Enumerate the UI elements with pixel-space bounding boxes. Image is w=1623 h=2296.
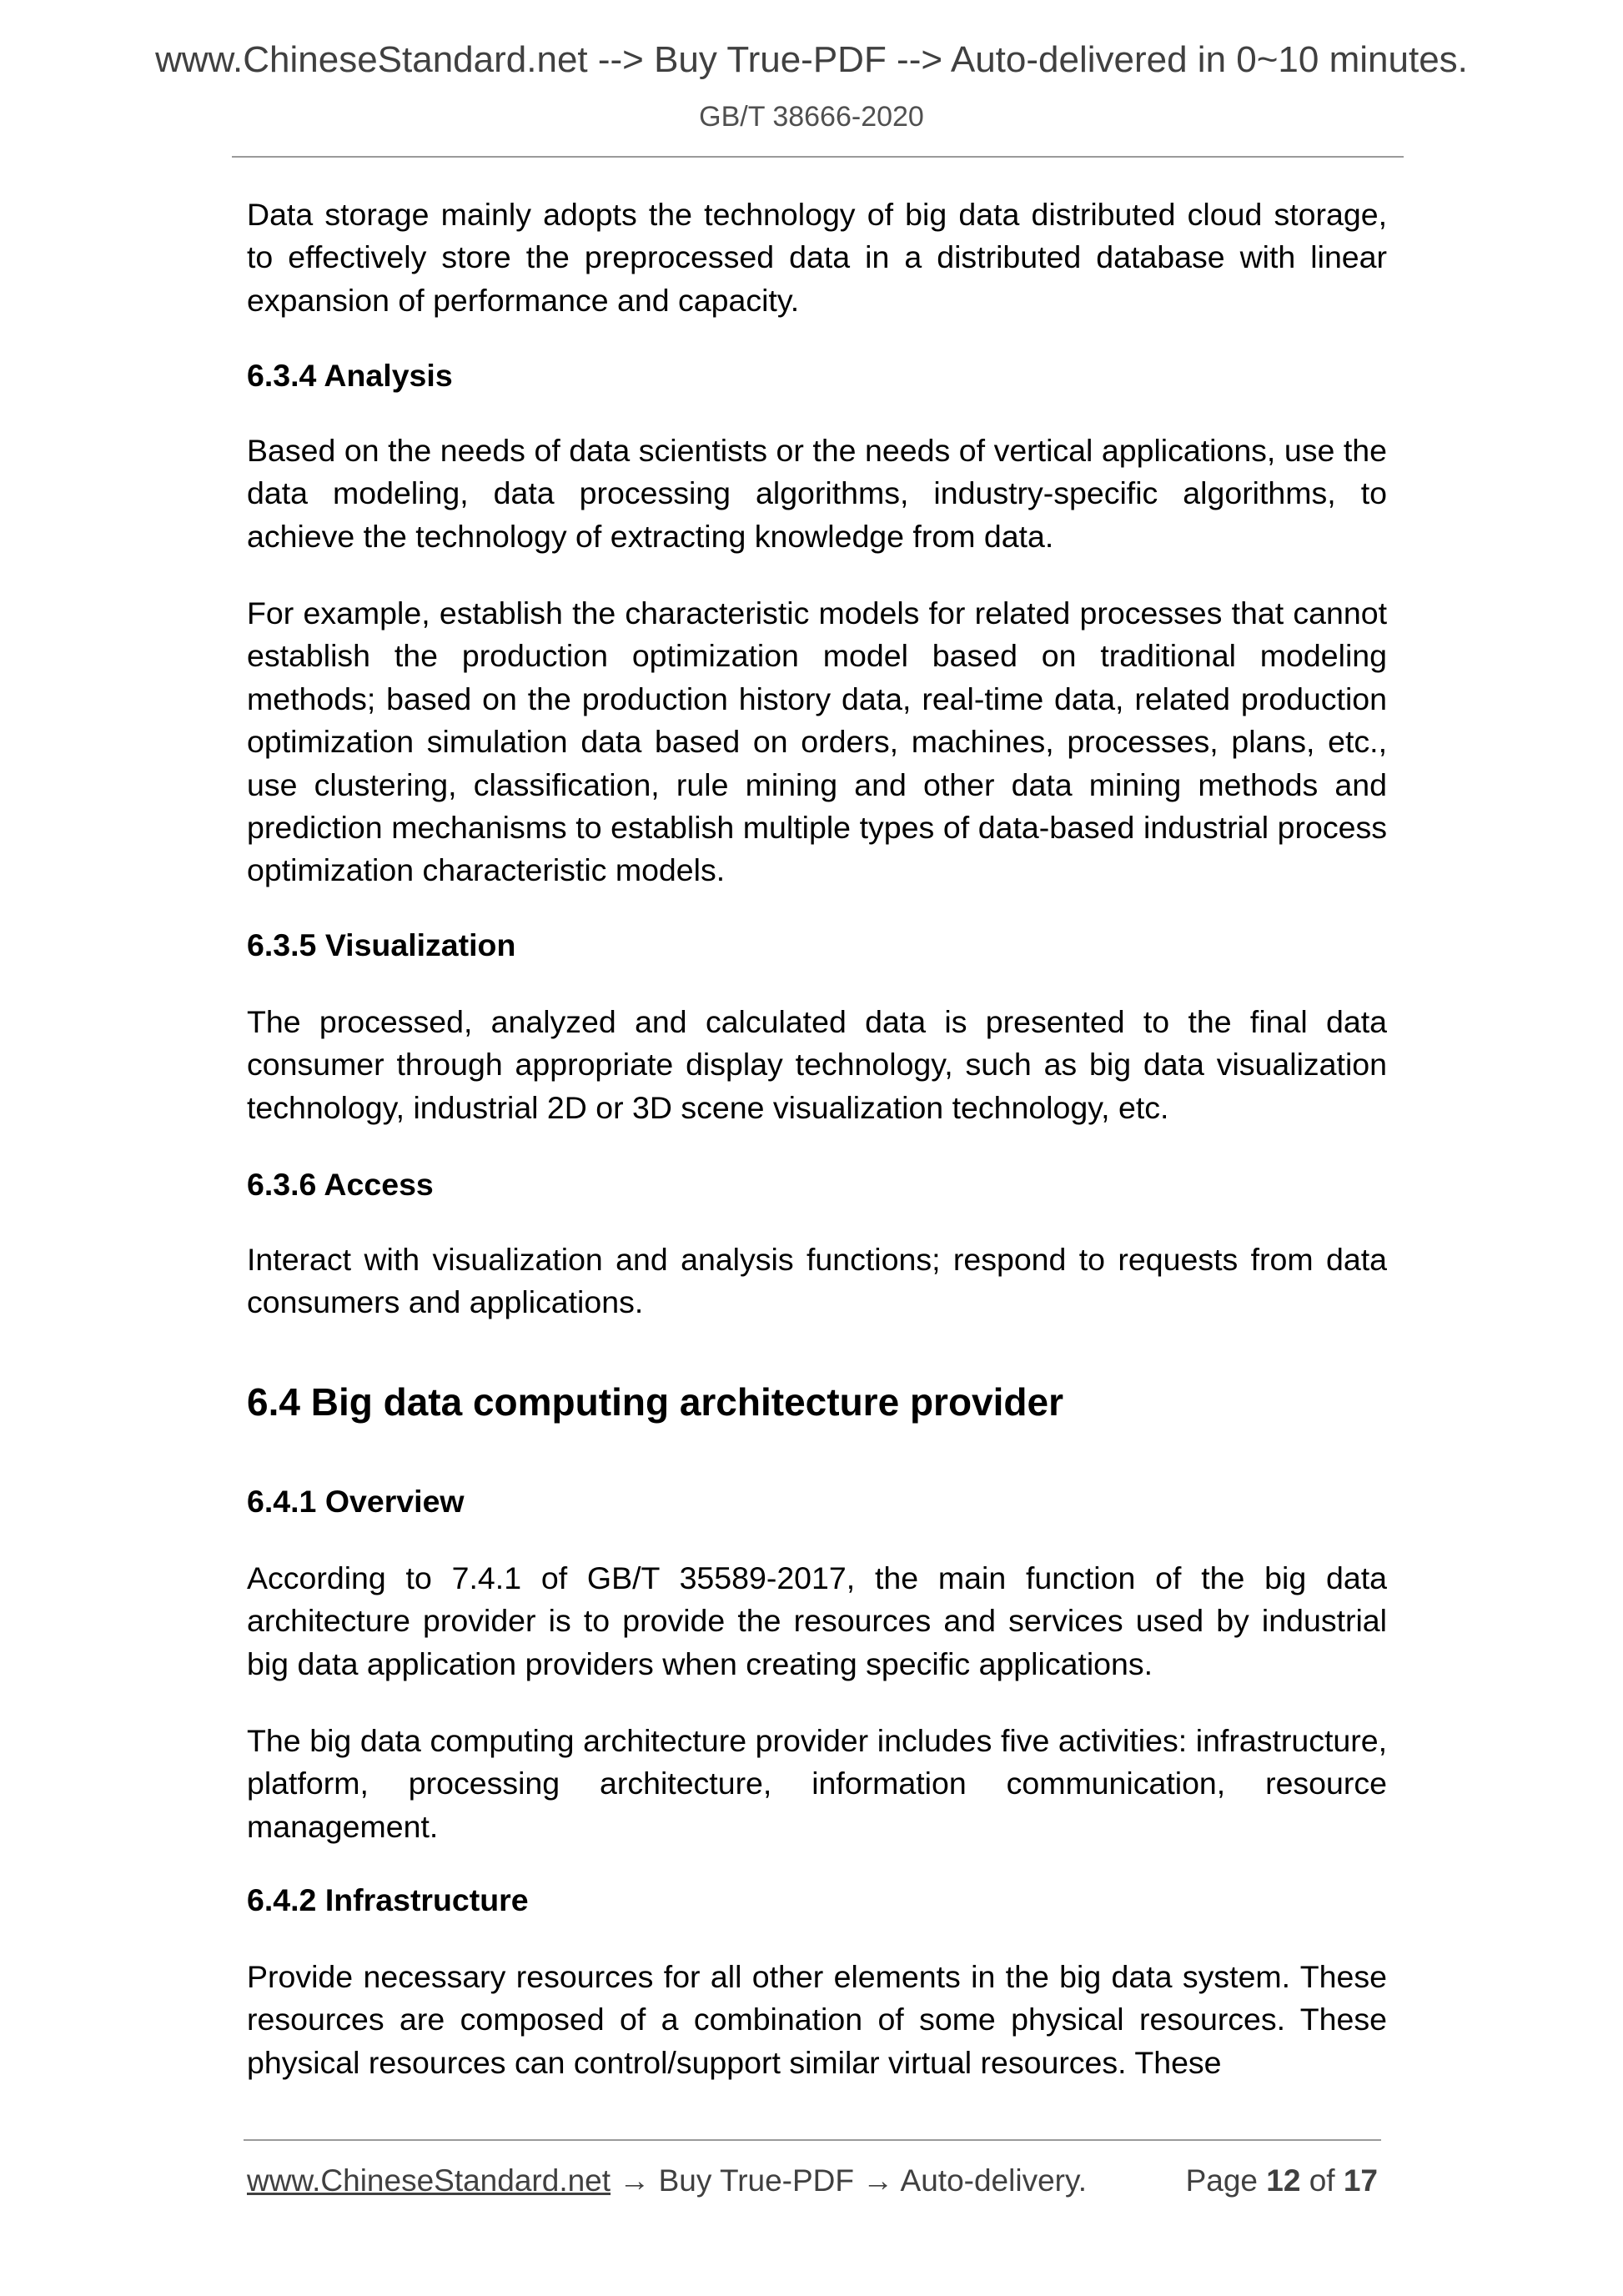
paragraph-analysis-example: For example, establish the characteristic models for related processes that cannot establish the production optimization model based on traditional modeling methods; based on the production history data, real-time data, related production optimization simulation data based on orders, machines, processes, plans, etc., use clustering, classification, rule mining and other data mining methods and prediction mechanisms to establish multiple types of data-based industrial process optimization characteristic models. (247, 595, 1387, 888)
heading-6-3-4: 6.3.4 Analysis (247, 358, 453, 393)
footer (247, 2162, 1381, 2200)
footer-buy-text: Buy True-PDF (658, 2163, 855, 2198)
page-number (1186, 2162, 1378, 2200)
heading-6-4-2: 6.4.2 Infrastructure (247, 1882, 529, 1917)
paragraph-infrastructure: Provide necessary resources for all other elements in the big data system. These resources are composed of a combination of some physical resources. These physical resources can control/support similar virtual resources. These (247, 1959, 1387, 2080)
footer-site-link[interactable]: www.ChineseStandard.net (247, 2163, 611, 2198)
paragraph-analysis: Based on the needs of data scientists or the needs of vertical applications, use the data modeling, data processing algorithms, industry-specific algorithms, to achieve the technology of extracting knowledge from data. (247, 433, 1387, 554)
page-label: Page (1185, 2163, 1258, 2198)
heading-6-3-5: 6.3.5 Visualization (247, 927, 516, 962)
paragraph-visualization: The processed, analyzed and calculated data is presented to the final data consumer through appropriate display technology, such as big data visualization technology, industrial 2D or 3D scene visualization technology, etc. (247, 1004, 1387, 1125)
footer-delivery-text: Auto-delivery. (900, 2163, 1088, 2198)
paragraph-access: Interact with visualization and analysis functions; respond to requests from data consumers and applications. (247, 1242, 1387, 1320)
of-label: of (1309, 2163, 1335, 2198)
paragraph-storage: Data storage mainly adopts the technology of big data distributed cloud storage, to effectively store the preprocessed data in a distributed database with linear expansion of performance and capacity. (247, 197, 1387, 318)
footer-divider (244, 2139, 1381, 2141)
standard-id: GB/T 38666-2020 (699, 101, 924, 133)
arrow-icon: → (619, 2163, 651, 2198)
heading-6-4-1: 6.4.1 Overview (247, 1484, 465, 1519)
page-current: 12 (1266, 2163, 1301, 2198)
arrow-icon: → (862, 2163, 894, 2198)
heading-6-4: 6.4 Big data computing architecture provider (247, 1380, 1063, 1424)
heading-6-3-6: 6.3.6 Access (247, 1167, 434, 1202)
header-divider (232, 156, 1404, 158)
header-banner: www.ChineseStandard.net --> Buy True-PDF --> Auto-delivered in 0~10 minutes. (155, 39, 1468, 80)
paragraph-activities: The big data computing architecture provider includes five activities: infrastructure, platform, processing architecture, information communication, resource management. (247, 1723, 1387, 1844)
page-total: 17 (1343, 2163, 1378, 2198)
paragraph-overview: According to 7.4.1 of GB/T 35589-2017, the main function of the big data architecture provider is to provide the resources and services used by industrial big data application providers when creating specific applications. (247, 1560, 1387, 1681)
